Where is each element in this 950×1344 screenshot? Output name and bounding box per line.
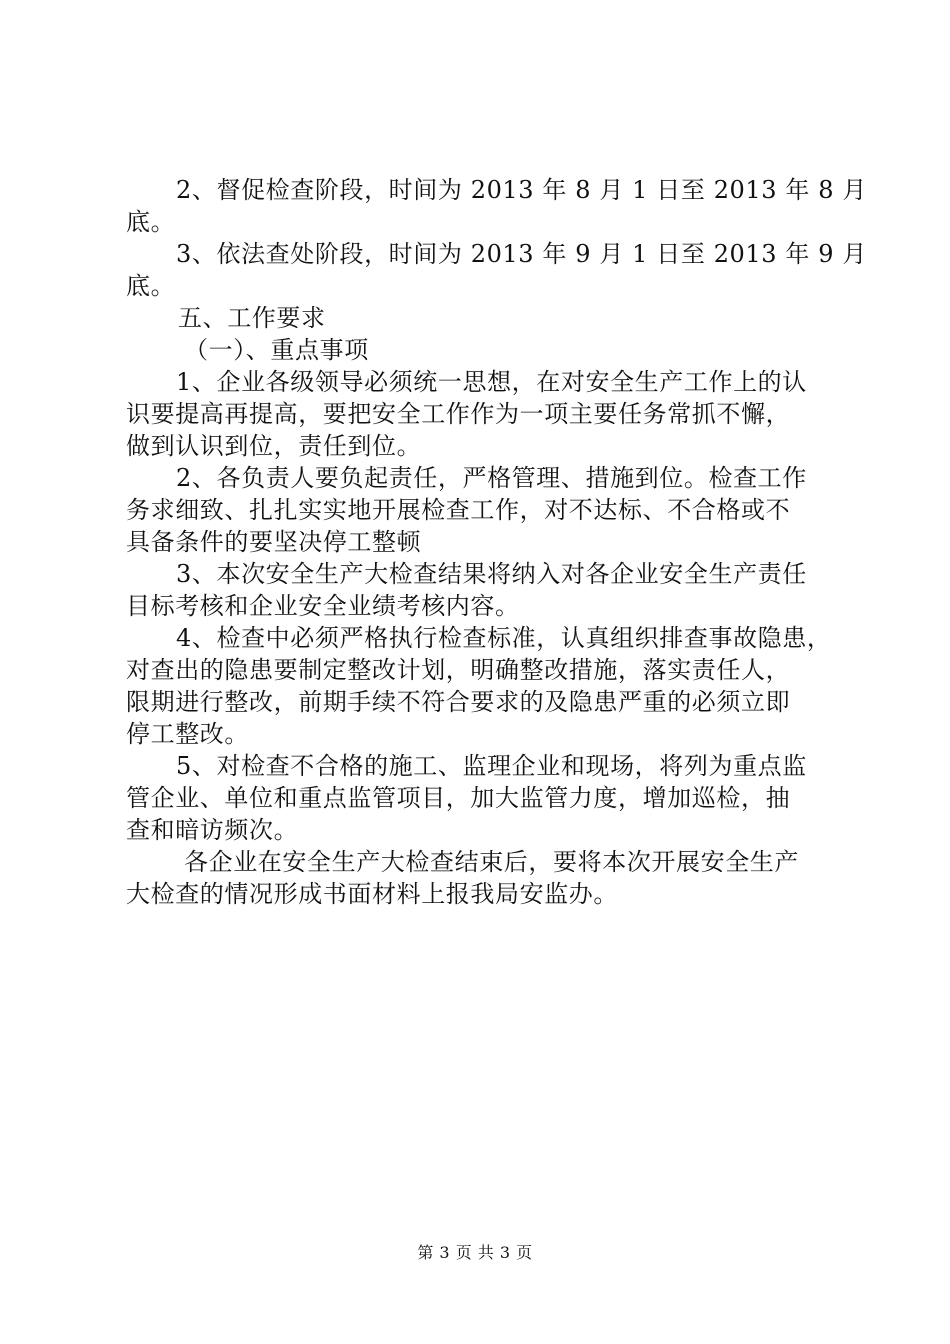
paragraph-line: 各企业在安全生产大检查结束后，要将本次开展安全生产: [184, 848, 799, 876]
paragraph-line: 限期进行整改，前期手续不符合要求的及隐患严重的必须立即: [126, 688, 791, 716]
paragraph-line: 底。: [126, 272, 176, 300]
paragraph-line: 3、依法查处阶段，时间为 2013 年 9 月 1 日至 2013 年 9 月: [176, 240, 867, 268]
paragraph-line: 1、企业各级领导必须统一思想，在对安全生产工作上的认: [176, 368, 807, 396]
document-body: [126, 174, 867, 910]
paragraph-line: 具备条件的要坚决停工整顿: [126, 528, 422, 556]
paragraph-line: 管企业、单位和重点监管项目，加大监管力度，增加巡检，抽: [126, 784, 791, 812]
paragraph-line: 大检查的情况形成书面材料上报我局安监办。: [126, 880, 618, 908]
paragraph-line: 停工整改。: [126, 720, 249, 748]
paragraph-line: 3、本次安全生产大检查结果将纳入对各企业安全生产责任: [176, 560, 807, 588]
paragraph-line: 底。: [126, 208, 176, 236]
paragraph-line: 查和暗访频次。: [126, 816, 299, 844]
paragraph-line: 对查出的隐患要制定整改计划，明确整改措施，落实责任人，: [126, 656, 791, 684]
paragraph-line: 目标考核和企业安全业绩考核内容。: [126, 592, 520, 620]
paragraph-line: 2、督促检查阶段，时间为 2013 年 8 月 1 日至 2013 年 8 月: [176, 176, 867, 204]
paragraph-line: 4、检查中必须严格执行检查标准，认真组织排查事故隐患，: [176, 624, 832, 652]
page-footer: 第 3 页 共 3 页: [417, 1243, 533, 1262]
paragraph-line: 识要提高再提高，要把安全工作作为一项主要任务常抓不懈，: [126, 400, 791, 428]
paragraph-line: 务求细致、扎扎实实地开展检查工作，对不达标、不合格或不: [126, 496, 791, 524]
paragraph-line: 5、对检查不合格的施工、监理企业和现场，将列为重点监: [176, 752, 807, 780]
paragraph-line: 2、各负责人要负起责任，严格管理、措施到位。检查工作: [176, 464, 807, 492]
paragraph-line: 做到认识到位，责任到位。: [126, 432, 422, 460]
section-heading: 五、工作要求: [178, 304, 326, 332]
subsection-heading: （一）、重点事项: [184, 336, 369, 364]
